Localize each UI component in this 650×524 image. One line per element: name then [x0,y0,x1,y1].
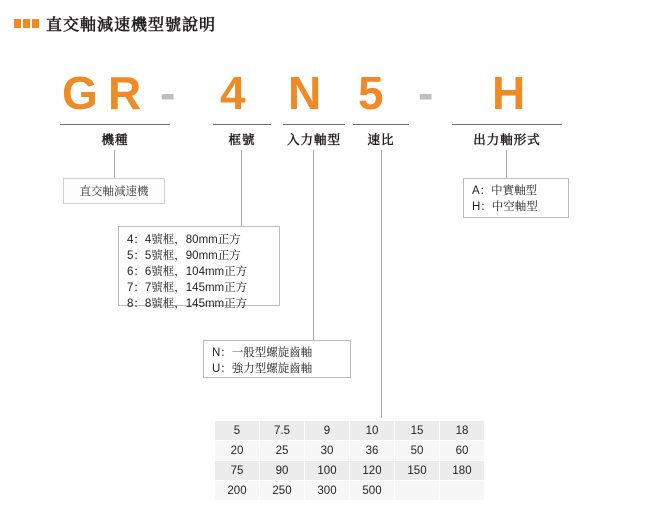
table-row [215,441,485,461]
code-char-frame: 4 [220,67,246,119]
ratio-cell: 75 [215,461,260,481]
ratio-cell-empty [395,481,440,501]
ratio-table [214,420,485,501]
ratio-table-body [215,421,485,501]
ratio-cell: 20 [215,441,260,461]
ratio-cell: 9 [305,421,350,441]
box-frame-line-4: 7：7號框，145mm正方 [127,282,248,294]
code-char-input: N [288,67,322,119]
ratio-cell: 60 [440,441,485,461]
box-frame-line-5: 8：8號框，145mm正方 [127,298,248,310]
ratio-cell: 300 [305,481,350,501]
code-char-dash-1: - [160,67,176,119]
ratio-cell: 25 [260,441,305,461]
label-ratio: 速比 [367,133,395,147]
label-input-shaft: 入力軸型 [286,133,341,147]
ratio-cell: 150 [395,461,440,481]
box-frame [118,226,280,310]
connector-frame [241,150,242,226]
ratio-cell: 7.5 [260,421,305,441]
model-code-row [0,68,650,120]
box-frame-line-2: 5：5號框，90mm正方 [127,250,241,262]
code-char-g: G [62,67,98,119]
ratio-cell: 120 [350,461,395,481]
ratio-cell: 36 [350,441,395,461]
ratio-cell: 50 [395,441,440,461]
box-frame-line-3: 6：6號框，104mm正方 [127,266,248,278]
table-row [215,481,485,501]
underline-frame [213,124,271,125]
ratio-cell-empty [440,481,485,501]
ratio-cell: 15 [395,421,440,441]
underline-output-shaft [452,124,562,125]
ratio-cell: 200 [215,481,260,501]
code-char-output: H [492,67,526,119]
connector-ratio [381,150,382,418]
code-char-dash-2: - [418,67,434,119]
ratio-cell: 30 [305,441,350,461]
ratio-cell: 100 [305,461,350,481]
connector-input-shaft [313,150,314,340]
connector-output-shaft [506,150,507,178]
ratio-cell: 250 [260,481,305,501]
box-input-shaft-line-1: N：一般型螺旋齒軸 [212,347,313,359]
box-output-shaft [463,178,569,218]
code-char-ratio: 5 [358,67,384,119]
ratio-cell: 18 [440,421,485,441]
ratio-cell: 180 [440,461,485,481]
box-output-shaft-line-1: A：中實軸型 [472,185,538,197]
table-row [215,421,485,441]
underline-machine-type [60,124,170,125]
box-machine-type [63,178,165,204]
box-input-shaft-line-2: U：強力型螺旋齒軸 [212,363,313,375]
box-machine-type-line-1: 直交軸減速機 [79,186,149,198]
page-title-text: 直交軸減速機型號說明 [46,17,217,34]
page-title [14,12,216,35]
title-marker-icon [14,19,39,28]
underline-ratio [353,124,409,125]
label-frame: 框號 [228,133,256,147]
ratio-cell: 5 [215,421,260,441]
ratio-cell: 500 [350,481,395,501]
box-output-shaft-line-2: H：中空軸型 [472,201,538,213]
code-char-r: R [108,67,142,119]
label-machine-type: 機種 [101,133,129,147]
ratio-cell: 10 [350,421,395,441]
connector-machine-type [114,150,115,178]
table-row [215,461,485,481]
box-input-shaft [203,340,351,378]
underline-input-shaft [283,124,345,125]
ratio-cell: 90 [260,461,305,481]
box-frame-line-1: 4：4號框，80mm正方 [127,234,241,246]
label-output-shaft: 出力軸形式 [473,133,541,147]
